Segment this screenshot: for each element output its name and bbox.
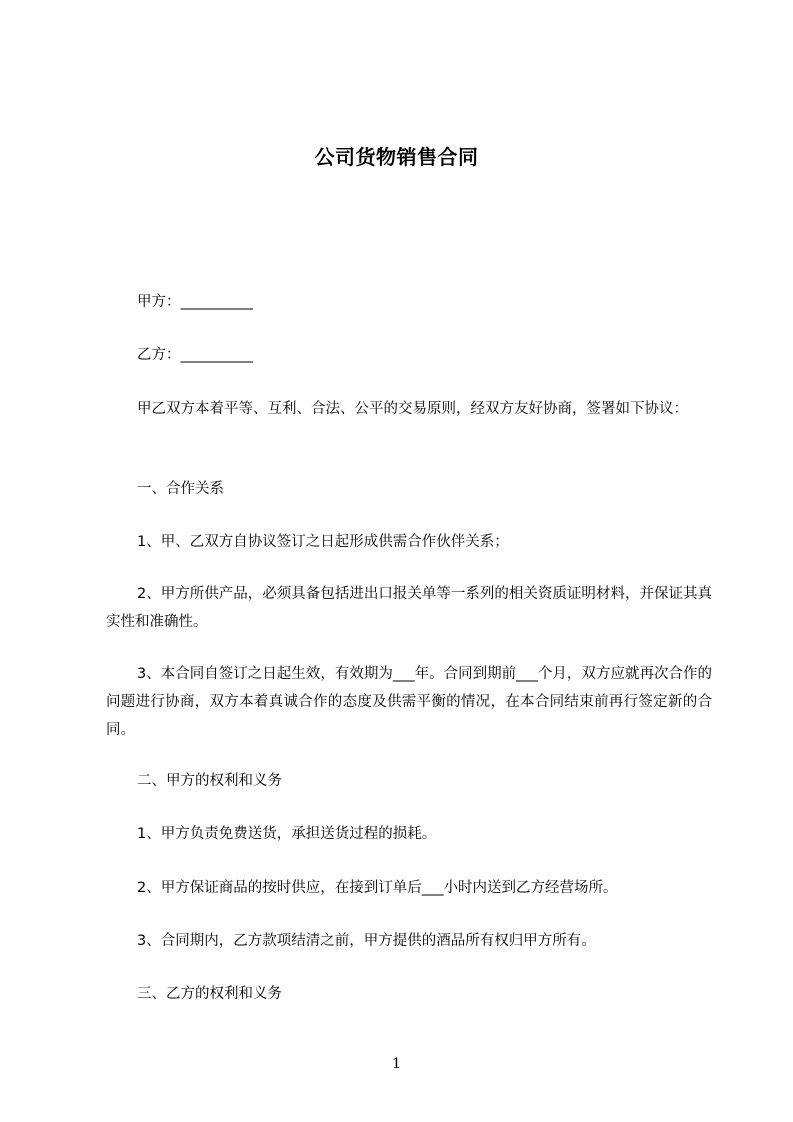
- party-b-blank: __________: [180, 347, 253, 363]
- section-2-item-1: 1、甲方负责免费送货，承担送货过程的损耗。: [137, 826, 437, 842]
- party-a-blank: __________: [180, 294, 253, 310]
- section-1-item-3: 3、本合同自签订之日起生效，有效期为___年。合同到期前___个月，双方应就再次合作的问题进行协商，双方本着真诚合作的态度及供需平衡的情况，在本合同结束前再行签定新的合同。: [106, 666, 712, 738]
- section-3-heading: 三、乙方的权利和义务: [137, 986, 282, 1002]
- contract-title: 公司货物销售合同: [314, 145, 479, 169]
- section-2-item-3: 3、合同期内，乙方款项结清之前，甲方提供的酒品所有权归甲方所有。: [137, 933, 596, 949]
- intro-paragraph: 甲乙双方本着平等、互利、合法、公平的交易原则，经双方友好协商，签署如下协议：: [137, 401, 688, 417]
- party-a-label: 甲方：: [137, 294, 181, 310]
- page-number: 1: [392, 1056, 401, 1072]
- section-2-item-2: 2、甲方保证商品的按时供应，在接到订单后___小时内送到乙方经营场所。: [137, 880, 618, 896]
- section-2-heading: 二、甲方的权利和义务: [137, 773, 282, 789]
- party-a-line: [106, 288, 712, 316]
- section-1-heading: 一、合作关系: [137, 481, 224, 497]
- section-1-item-1: 1、甲、乙双方自协议签订之日起形成供需合作伙伴关系；: [137, 534, 509, 550]
- section-1-item-2: 2、甲方所供产品，必须具备包括进出口报关单等一系列的相关资质证明材料，并保证其真实性和准确性。: [106, 586, 712, 630]
- party-b-line: [106, 341, 712, 369]
- party-b-label: 乙方：: [137, 347, 181, 363]
